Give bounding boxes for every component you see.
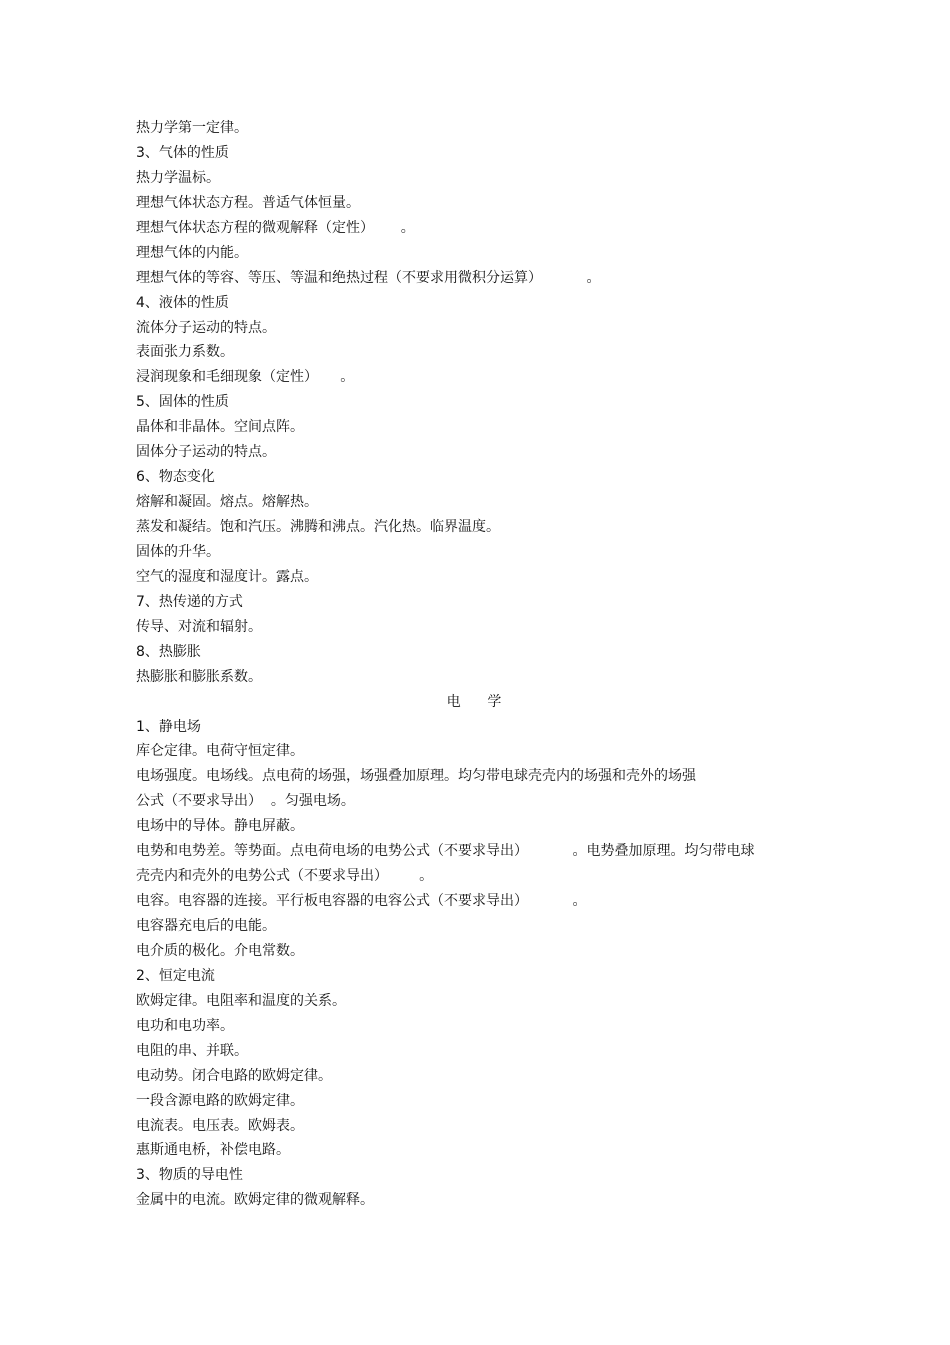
text-line: 电场强度。电场线。点电荷的场强，场强叠加原理。均匀带电球壳壳内的场强和壳外的场强 xyxy=(136,768,696,785)
section-heading: 3、气体的性质 xyxy=(136,144,229,161)
text-line: 壳壳内和壳外的电势公式（不要求导出） 。 xyxy=(136,868,434,885)
text-line: 电容。电容器的连接。平行板电容器的电容公式（不要求导出） 。 xyxy=(136,893,587,910)
text-line: 电势和电势差。等势面。点电荷电场的电势公式（不要求导出） 。电势叠加原理。均匀带电球 xyxy=(136,843,755,860)
section-heading: 8、热膨胀 xyxy=(136,643,201,660)
text-line: 蒸发和凝结。饱和汽压。沸腾和沸点。汽化热。临界温度。 xyxy=(136,519,500,535)
text-line: 热力学温标。 xyxy=(136,169,220,186)
text-line: 热膨胀和膨胀系数。 xyxy=(136,668,262,685)
text-line: 浸润现象和毛细现象（定性） 。 xyxy=(136,369,355,386)
text-line: 熔解和凝固。熔点。熔解热。 xyxy=(136,494,318,511)
text-line: 热力学第一定律。 xyxy=(136,120,248,136)
text-line: 金属中的电流。欧姆定律的微观解释。 xyxy=(136,1192,374,1209)
text-line: 电功和电功率。 xyxy=(136,1017,234,1034)
text-line: 惠斯通电桥，补偿电路。 xyxy=(136,1142,290,1159)
text-line: 库仑定律。电荷守恒定律。 xyxy=(136,743,304,760)
text-line: 公式（不要求导出） 。匀强电场。 xyxy=(136,793,355,810)
text-line: 流体分子运动的特点。 xyxy=(136,319,276,336)
section-heading: 4、液体的性质 xyxy=(136,294,229,311)
text-line: 晶体和非晶体。空间点阵。 xyxy=(136,419,304,436)
text-line: 理想气体的内能。 xyxy=(136,244,248,261)
text-line: 理想气体状态方程。普适气体恒量。 xyxy=(136,194,360,211)
text-line: 电流表。电压表。欧姆表。 xyxy=(136,1117,304,1134)
section-heading: 2、恒定电流 xyxy=(136,967,215,984)
text-line: 固体的升华。 xyxy=(136,543,220,560)
text-line: 固体分子运动的特点。 xyxy=(136,444,276,461)
section-heading: 1、静电场 xyxy=(136,718,201,735)
text-line: 欧姆定律。电阻率和温度的关系。 xyxy=(136,992,346,1009)
text-line: 电动势。闭合电路的欧姆定律。 xyxy=(136,1067,332,1084)
section-heading: 3、物质的导电性 xyxy=(136,1167,243,1184)
text-line: 电介质的极化。介电常数。 xyxy=(136,942,304,959)
section-heading: 6、物态变化 xyxy=(136,469,215,486)
text-line: 表面张力系数。 xyxy=(136,344,234,361)
chapter-title: 电 学 xyxy=(446,693,502,710)
text-line: 理想气体状态方程的微观解释（定性） 。 xyxy=(136,219,415,236)
text-line: 电容器充电后的电能。 xyxy=(136,918,276,934)
text-line: 一段含源电路的欧姆定律。 xyxy=(136,1092,304,1109)
text-line: 空气的湿度和湿度计。露点。 xyxy=(136,568,318,585)
document-body xyxy=(136,116,816,1213)
section-heading: 5、固体的性质 xyxy=(136,394,229,411)
section-heading: 7、热传递的方式 xyxy=(136,593,243,610)
text-line: 理想气体的等容、等压、等温和绝热过程（不要求用微积分运算） 。 xyxy=(136,269,601,286)
text-line: 电阻的串、并联。 xyxy=(136,1042,248,1059)
text-line: 传导、对流和辐射。 xyxy=(136,618,262,635)
text-line: 电场中的导体。静电屏蔽。 xyxy=(136,818,304,835)
